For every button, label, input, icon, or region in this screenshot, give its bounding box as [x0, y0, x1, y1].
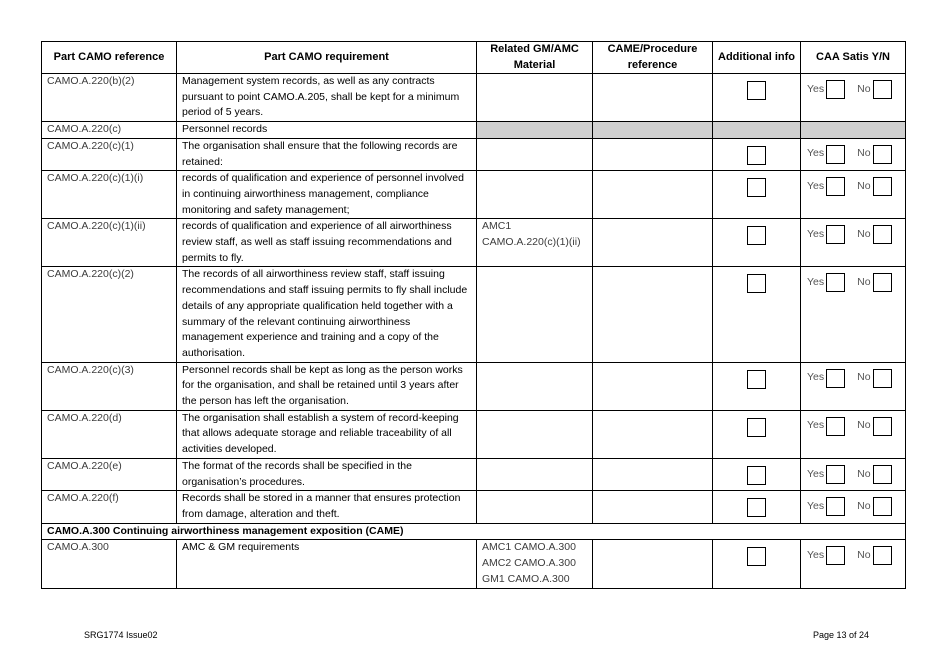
additional-info-checkbox[interactable] — [747, 466, 766, 485]
requirement-cell: records of qualification and experience of all airworthiness review staff, as well as staff issuing recommendations and permits to fly. — [177, 219, 477, 267]
yes-checkbox[interactable] — [826, 497, 845, 516]
gm-reference: AMC2 CAMO.A.300 — [482, 557, 576, 570]
came-cell[interactable] — [593, 540, 713, 588]
gm-cell — [477, 540, 593, 588]
gm-cell — [477, 458, 593, 490]
yes-checkbox[interactable] — [826, 80, 845, 99]
gm-cell — [477, 362, 593, 410]
yes-label: Yes — [807, 499, 825, 512]
additional-info-checkbox[interactable] — [747, 418, 766, 437]
no-label: No — [857, 549, 871, 562]
no-checkbox[interactable] — [873, 465, 892, 484]
came-cell[interactable] — [593, 74, 713, 122]
page-number: Page 13 of 24 — [813, 630, 870, 640]
satis-cell — [801, 171, 906, 219]
came-cell[interactable] — [593, 219, 713, 267]
no-checkbox[interactable] — [873, 225, 892, 244]
ref-cell: CAMO.A.220(c)(1)(ii) — [42, 219, 177, 267]
ref-cell: CAMO.A.220(c)(1) — [42, 138, 177, 170]
no-checkbox[interactable] — [873, 273, 892, 292]
yes-checkbox[interactable] — [826, 225, 845, 244]
info-cell — [713, 171, 801, 219]
no-checkbox[interactable] — [873, 369, 892, 388]
table-row — [42, 74, 906, 122]
additional-info-checkbox[interactable] — [747, 370, 766, 389]
shaded-cell — [593, 122, 713, 139]
requirement-cell: The organisation shall ensure that the following records are retained: — [177, 138, 477, 170]
no-label: No — [857, 371, 871, 384]
requirement-cell: AMC & GM requirements — [177, 540, 477, 588]
yes-checkbox[interactable] — [826, 465, 845, 484]
section-row — [42, 523, 906, 540]
gm-cell — [477, 410, 593, 458]
satis-cell — [801, 458, 906, 490]
yes-label: Yes — [807, 227, 825, 240]
additional-info-checkbox[interactable] — [747, 226, 766, 245]
satis-cell — [801, 219, 906, 267]
satis-cell — [801, 362, 906, 410]
gm-cell — [477, 74, 593, 122]
yes-label: Yes — [807, 371, 825, 384]
table-row — [42, 458, 906, 490]
yes-label: Yes — [807, 549, 825, 562]
table-row — [42, 171, 906, 219]
requirement-cell: The records of all airworthiness review staff, staff issuing recommendations and staff issuing permits to fly shall include details of any appropriate qualification held together with a summary of the relevant continuing airworthiness management experience and training and a copy of the authorisation. — [177, 267, 477, 362]
table-row — [42, 362, 906, 410]
section-heading: CAMO.A.300 Continuing airworthiness management exposition (CAME) — [42, 523, 906, 540]
gm-cell: AMC1 CAMO.A.220(c)(1)(ii) — [477, 219, 593, 267]
ref-cell: CAMO.A.220(b)(2) — [42, 74, 177, 122]
yes-label: Yes — [807, 419, 825, 432]
info-cell — [713, 74, 801, 122]
shaded-cell — [801, 122, 906, 139]
no-label: No — [857, 147, 871, 160]
ref-cell: CAMO.A.220(c)(1)(i) — [42, 171, 177, 219]
requirement-cell: Records shall be stored in a manner that ensures protection from damage, alteration and theft. — [177, 491, 477, 523]
shaded-cell — [713, 122, 801, 139]
yes-label: Yes — [807, 82, 825, 95]
yes-checkbox[interactable] — [826, 417, 845, 436]
satis-cell — [801, 74, 906, 122]
yes-label: Yes — [807, 179, 825, 192]
additional-info-checkbox[interactable] — [747, 178, 766, 197]
requirement-cell: records of qualification and experience of personnel involved in continuing airworthiness management, compliance monitoring and safety management; — [177, 171, 477, 219]
gm-cell — [477, 138, 593, 170]
info-cell — [713, 219, 801, 267]
ref-cell: CAMO.A.220(d) — [42, 410, 177, 458]
no-label: No — [857, 499, 871, 512]
yes-label: Yes — [807, 467, 825, 480]
table-row — [42, 491, 906, 523]
table-row — [42, 540, 906, 588]
no-label: No — [857, 419, 871, 432]
yes-checkbox[interactable] — [826, 546, 845, 565]
no-label: No — [857, 82, 871, 95]
info-cell — [713, 458, 801, 490]
no-label: No — [857, 227, 871, 240]
requirement-cell: The organisation shall establish a system of record-keeping that allows adequate storage and reliable traceability of all activities developed. — [177, 410, 477, 458]
gm-reference: AMC1 CAMO.A.300 — [482, 541, 576, 554]
ref-cell: CAMO.A.300 — [42, 540, 177, 588]
satis-cell — [801, 540, 906, 588]
no-label: No — [857, 179, 871, 192]
col-header-info: Additional info — [713, 42, 801, 74]
document-reference: SRG1774 Issue02 — [84, 630, 158, 640]
satis-cell — [801, 267, 906, 362]
table-row — [42, 267, 906, 362]
came-cell[interactable] — [593, 410, 713, 458]
info-cell — [713, 491, 801, 523]
no-checkbox[interactable] — [873, 80, 892, 99]
ref-cell: CAMO.A.220(f) — [42, 491, 177, 523]
no-checkbox[interactable] — [873, 145, 892, 164]
additional-info-checkbox[interactable] — [747, 547, 766, 566]
info-cell — [713, 267, 801, 362]
table-row — [42, 138, 906, 170]
info-cell — [713, 540, 801, 588]
came-cell[interactable] — [593, 171, 713, 219]
gm-reference: GM1 CAMO.A.300 — [482, 572, 570, 585]
no-checkbox[interactable] — [873, 497, 892, 516]
came-cell[interactable] — [593, 362, 713, 410]
came-cell[interactable] — [593, 491, 713, 523]
additional-info-checkbox[interactable] — [747, 146, 766, 165]
shaded-cell — [477, 122, 593, 139]
table-row — [42, 410, 906, 458]
no-checkbox[interactable] — [873, 177, 892, 196]
requirement-cell: Personnel records — [177, 122, 477, 139]
came-cell[interactable] — [593, 138, 713, 170]
requirement-cell: The format of the records shall be specified in the organisation’s procedures. — [177, 458, 477, 490]
ref-cell: CAMO.A.220(c) — [42, 122, 177, 139]
yes-label: Yes — [807, 276, 825, 289]
col-header-gm: Related GM/AMC Material — [477, 42, 593, 74]
col-header-came: CAME/Procedure reference — [593, 42, 713, 74]
no-checkbox[interactable] — [873, 546, 892, 565]
yes-checkbox[interactable] — [826, 145, 845, 164]
gm-cell — [477, 491, 593, 523]
ref-cell: CAMO.A.220(c)(2) — [42, 267, 177, 362]
satis-cell — [801, 138, 906, 170]
satis-cell — [801, 491, 906, 523]
table-row — [42, 122, 906, 139]
info-cell — [713, 410, 801, 458]
yes-label: Yes — [807, 147, 825, 160]
requirement-cell: Personnel records shall be kept as long as the person works for the organisation, and shall be retained until 3 years after the person has left the organisation. — [177, 362, 477, 410]
yes-checkbox[interactable] — [826, 273, 845, 292]
requirement-cell: Management system records, as well as any contracts pursuant to point CAMO.A.205, shall be kept for a minimum period of 5 years. — [177, 74, 477, 122]
compliance-table — [41, 41, 906, 589]
additional-info-checkbox[interactable] — [747, 274, 766, 293]
col-header-ref: Part CAMO reference — [42, 42, 177, 74]
came-cell[interactable] — [593, 458, 713, 490]
no-checkbox[interactable] — [873, 417, 892, 436]
col-header-satis: CAA Satis Y/N — [801, 42, 906, 74]
header-row — [42, 42, 906, 74]
came-cell[interactable] — [593, 267, 713, 362]
yes-checkbox[interactable] — [826, 177, 845, 196]
table-row — [42, 219, 906, 267]
additional-info-checkbox[interactable] — [747, 498, 766, 517]
gm-cell — [477, 267, 593, 362]
col-header-req: Part CAMO requirement — [177, 42, 477, 74]
ref-cell: CAMO.A.220(e) — [42, 458, 177, 490]
ref-cell: CAMO.A.220(c)(3) — [42, 362, 177, 410]
info-cell — [713, 362, 801, 410]
gm-cell — [477, 171, 593, 219]
no-label: No — [857, 276, 871, 289]
yes-checkbox[interactable] — [826, 369, 845, 388]
additional-info-checkbox[interactable] — [747, 81, 766, 100]
info-cell — [713, 138, 801, 170]
no-label: No — [857, 467, 871, 480]
satis-cell — [801, 410, 906, 458]
